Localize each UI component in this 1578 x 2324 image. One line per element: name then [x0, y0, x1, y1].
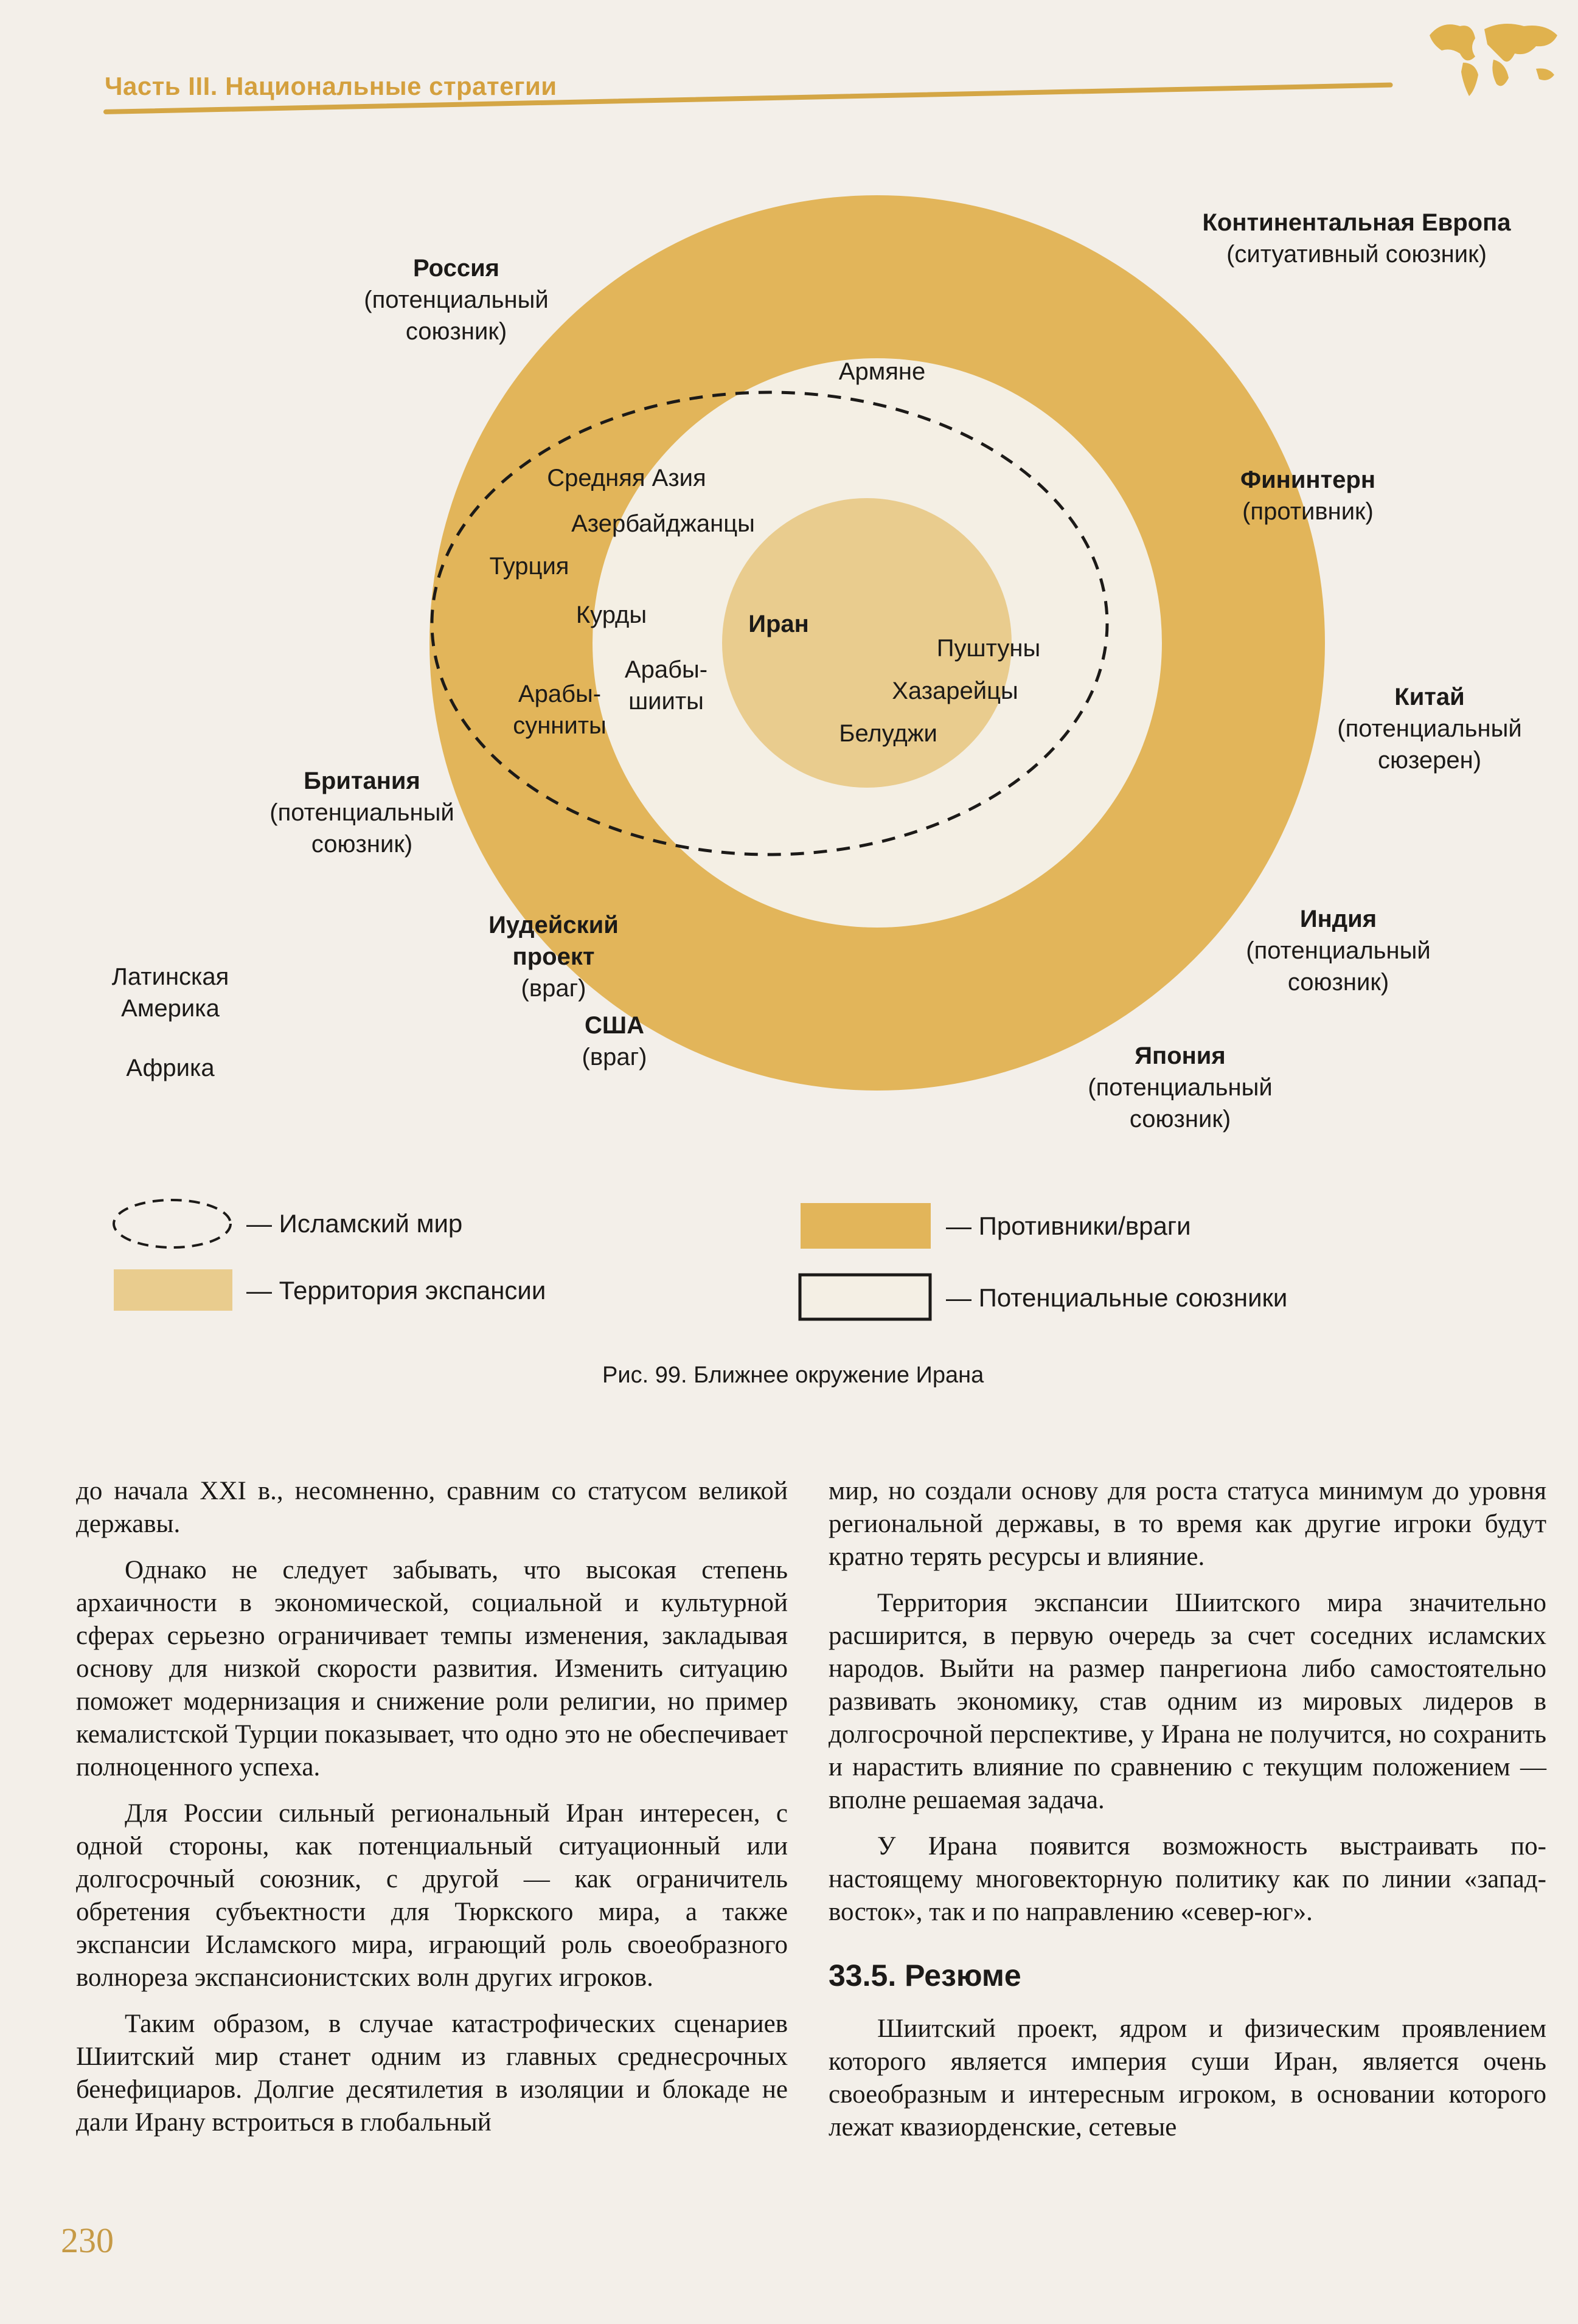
left-column: [76, 1475, 788, 2139]
usa-label: США (враг): [582, 1012, 647, 1070]
iran-label: Иран: [748, 611, 809, 637]
britain-label: Британия (потенциальный союзник): [269, 768, 454, 858]
baluchis-label: Белуджи: [839, 720, 937, 747]
hazaras-label: Хазарейцы: [892, 678, 1018, 704]
right-column: [829, 1475, 1546, 2144]
paragraph: Таким образом, в случае катастрофических сценариев Шиитский мир станет одним из главных среднесрочных бенефициаров. Долгие десятилетия в изоляции и блокаде не дали Ирану встроиться в глобальный: [76, 2010, 788, 2137]
figure-caption: Рис. 99. Ближнее окружение Ирана: [602, 1362, 984, 1388]
paragraph: мир, но создали основу для роста статуса минимум до уровня региональной державы, в то время как другие игроки будут кратно терять ресурсы и влияние.: [829, 1477, 1546, 1571]
legend-islamic-world-swatch: [114, 1200, 231, 1247]
fininternet-label: Фининтерн (противник): [1240, 467, 1376, 525]
central-asia-label: Средняя Азия: [547, 465, 706, 491]
paragraph: Территория экспансии Шиитского мира значительно расширится, в первую очередь за счет соседних исламских народов. Выйти на размер панрегиона либо самостоятельно развивать экономику, став одним из мировых лидеров в долгосрочной перспективе, у Ирана не получится, но сохранить и нарастить влияние по сравнению с текущим положением — вполне решаемая задача.: [829, 1589, 1546, 1814]
africa-label: Африка: [126, 1055, 215, 1081]
legend-allies-text: — Потенциальные союзники: [946, 1283, 1288, 1312]
paragraph: Однако не следует забывать, что высокая степень архаичности в экономической, социальной и культурной сферах серьезно ограничивает темпы изменения, закладывая основу для низкой скорости развития. Изменить ситуацию поможет модернизация и снижение роли религии, но пример кемалистской Турции показывает, что одно это не обеспечивает полноценного успеха.: [76, 1556, 788, 1781]
india-label: Индия (потенциальный союзник): [1246, 906, 1431, 996]
paragraph: У Ирана появится возможность выстраивать по-настоящему многовекторную политику как по линии «запад-восток», так и по направлению «север-юг».: [829, 1832, 1546, 1926]
turkey-label: Турция: [489, 553, 569, 580]
legend-enemies-text: — Противники/враги: [946, 1212, 1191, 1240]
running-header: Часть III. Национальные стратегии: [105, 72, 557, 100]
legend-islamic-world-text: — Исламский мир: [246, 1209, 463, 1238]
arabs-sunni-label: Арабы- сунниты: [513, 681, 607, 739]
legend-expansion-swatch: [114, 1269, 232, 1311]
china-label: Китай (потенциальный сюзерен): [1337, 684, 1522, 774]
paragraph: до начала XXI в., несомненно, сравним со статусом великой державы.: [76, 1477, 788, 1538]
russia-label: Россия (потенциальный союзник): [364, 255, 549, 345]
section-heading: 33.5. Резюме: [829, 1958, 1021, 1993]
jewish-project-label: Иудейский проект (враг): [488, 912, 619, 1002]
latin-america-label: Латинская Америка: [111, 963, 229, 1022]
armenians-label: Армяне: [838, 358, 926, 385]
paragraph: Шиитский проект, ядром и физическим проявлением которого является империя суши Иран, является очень своеобразным и интересным игроком, в основании которого лежат квазиорденские, сетевые: [829, 2014, 1546, 2142]
legend-enemies-swatch: [801, 1203, 931, 1249]
arabs-shia-label: Арабы- шииты: [624, 656, 708, 715]
legend-allies-swatch: [800, 1275, 930, 1319]
paragraph: Для России сильный региональный Иран интересен, с одной стороны, как потенциальный ситуационный или долгосрочный союзник, с другой — как ограничитель обретения субъектности для Тюркского мира, а также экспансии Исламского мира, играющий роль своеобразного волнореза экспансионистских волн других игроков.: [76, 1799, 788, 1992]
kurds-label: Курды: [575, 602, 647, 628]
page-number: 230: [61, 2221, 114, 2260]
legend-expansion-text: — Территория экспансии: [246, 1276, 546, 1305]
europe-label: Континентальная Европа (ситуативный союзник): [1202, 209, 1511, 268]
azerbaijanis-label: Азербайджанцы: [571, 510, 755, 537]
japan-label: Япония (потенциальный союзник): [1088, 1042, 1273, 1133]
pashtuns-label: Пуштуны: [936, 635, 1041, 662]
